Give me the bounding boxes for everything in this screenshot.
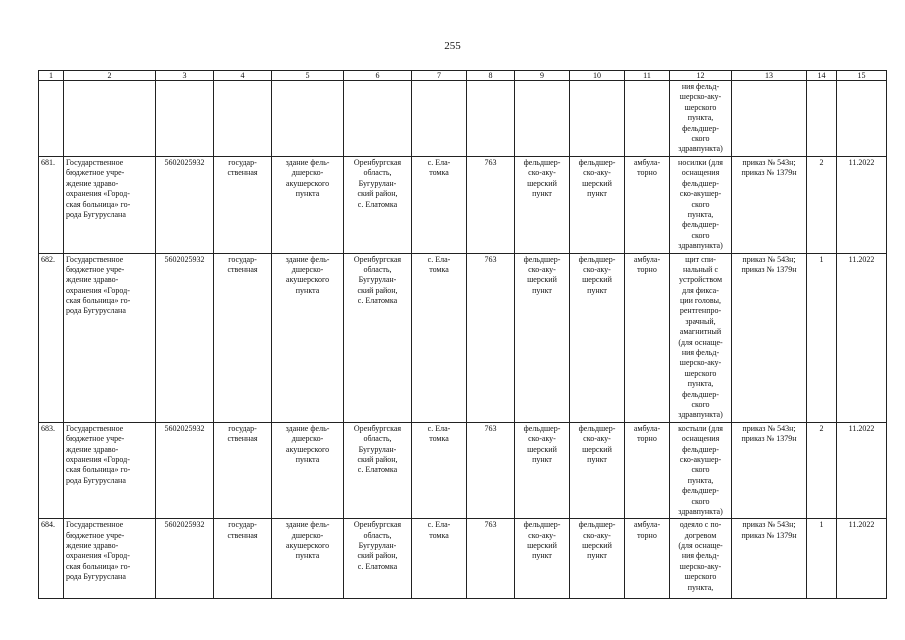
column-header: 3 [156,71,214,81]
column-header: 8 [467,71,515,81]
building-cell: здание фель- дшерско- акушерского пункта [272,253,344,422]
column-header: 10 [570,71,625,81]
facility-type-cell: фельдшер- ско-аку- шерский пункт [570,519,625,599]
equipment-cell: носилки (для оснащения фельдшер- ско-акушер- ского пункта, фельдшер- ского здравпункта) [670,157,732,254]
column-header: 9 [515,71,570,81]
address-cell: Оренбургская область, Бугурулан- ский район, с. Елатомка [344,519,412,599]
population-cell: 763 [467,253,515,422]
order-cell: приказ № 543н; приказ № 1379н [732,157,807,254]
table-cell [515,81,570,157]
inn-cell: 5602025932 [156,253,214,422]
ownership-cell: государ- ственная [214,157,272,254]
column-header: 7 [412,71,467,81]
row-number: 683. [39,422,64,519]
settlement-cell: с. Ела- томка [412,253,467,422]
settlement-cell: с. Ела- томка [412,519,467,599]
facility-type-cell: фельдшер- ско-аку- шерский пункт [515,253,570,422]
column-header: 11 [625,71,670,81]
organization-cell: Государственное бюджетное учре- ждение здраво- охранения «Город- ская больница» го- рода Бугуруслана [64,157,156,254]
table-cell [837,81,887,157]
date-cell: 11.2022 [837,422,887,519]
inn-cell: 5602025932 [156,519,214,599]
column-header: 5 [272,71,344,81]
ownership-cell: государ- ственная [214,253,272,422]
order-cell: приказ № 543н; приказ № 1379н [732,422,807,519]
column-header: 12 [670,71,732,81]
table-cell [467,81,515,157]
building-cell: здание фель- дшерско- акушерского пункта [272,519,344,599]
population-cell: 763 [467,422,515,519]
row-number: 681. [39,157,64,254]
equipment-cell: одеяло с по- догревом (для оснаще- ния фельд- шерско-аку- шерского пункта, [670,519,732,599]
quantity-cell: 1 [807,253,837,422]
table-cell [39,81,64,157]
column-header: 4 [214,71,272,81]
address-cell: Оренбургская область, Бугурулан- ский район, с. Елатомка [344,157,412,254]
table-cell [156,81,214,157]
settlement-cell: с. Ела- томка [412,157,467,254]
column-header: 2 [64,71,156,81]
column-header: 13 [732,71,807,81]
address-cell: Оренбургская область, Бугурулан- ский район, с. Елатомка [344,253,412,422]
table-row [39,422,887,519]
equipment-table [38,70,887,599]
column-header: 15 [837,71,887,81]
table-cell [214,81,272,157]
ownership-cell: государ- ственная [214,519,272,599]
table-cell [625,81,670,157]
address-cell: Оренбургская область, Бугурулан- ский район, с. Елатомка [344,422,412,519]
column-header: 1 [39,71,64,81]
facility-type-cell: фельдшер- ско-аку- шерский пункт [570,422,625,519]
settlement-cell: с. Ела- томка [412,422,467,519]
order-cell: приказ № 543н; приказ № 1379н [732,253,807,422]
inn-cell: 5602025932 [156,422,214,519]
care-mode-cell: амбула- торно [625,253,670,422]
facility-type-cell: фельдшер- ско-аку- шерский пункт [515,519,570,599]
ownership-cell: государ- ственная [214,422,272,519]
population-cell: 763 [467,157,515,254]
building-cell: здание фель- дшерско- акушерского пункта [272,422,344,519]
equipment-cell: щит спи- нальный с устройством для фикса- ции головы, рентгенпро- зрачный, амагнитный (для оснаще- ния фельд- шерско-аку- шерского пункта, фельдшер- ского здравпункта) [670,253,732,422]
organization-cell: Государственное бюджетное учре- ждение здраво- охранения «Город- ская больница» го- рода Бугуруслана [64,422,156,519]
quantity-cell: 1 [807,519,837,599]
table-row [39,157,887,254]
column-header: 6 [344,71,412,81]
row-number: 684. [39,519,64,599]
equipment-cell: костыли (для оснащения фельдшер- ско-акушер- ского пункта, фельдшер- ского здравпункта) [670,422,732,519]
quantity-cell: 2 [807,422,837,519]
continuation-row [39,81,887,157]
date-cell: 11.2022 [837,253,887,422]
facility-type-cell: фельдшер- ско-аку- шерский пункт [570,253,625,422]
table-cell [570,81,625,157]
organization-cell: Государственное бюджетное учре- ждение здраво- охранения «Город- ская больница» го- рода Бугуруслана [64,253,156,422]
column-header: 14 [807,71,837,81]
facility-type-cell: фельдшер- ско-аку- шерский пункт [515,157,570,254]
order-cell: приказ № 543н; приказ № 1379н [732,519,807,599]
table-row [39,519,887,599]
equipment-cell: ния фельд- шерско-аку- шерского пункта, фельдшер- ского здравпункта) [670,81,732,157]
date-cell: 11.2022 [837,519,887,599]
table-cell [807,81,837,157]
date-cell: 11.2022 [837,157,887,254]
organization-cell: Государственное бюджетное учре- ждение здраво- охранения «Город- ская больница» го- рода Бугуруслана [64,519,156,599]
table-cell [344,81,412,157]
page-number: 255 [444,40,461,52]
table-cell [412,81,467,157]
care-mode-cell: амбула- торно [625,422,670,519]
building-cell: здание фель- дшерско- акушерского пункта [272,157,344,254]
table-row [39,253,887,422]
table-cell [272,81,344,157]
inn-cell: 5602025932 [156,157,214,254]
facility-type-cell: фельдшер- ско-аку- шерский пункт [570,157,625,254]
facility-type-cell: фельдшер- ско-аку- шерский пункт [515,422,570,519]
care-mode-cell: амбула- торно [625,157,670,254]
population-cell: 763 [467,519,515,599]
table-cell [64,81,156,157]
row-number: 682. [39,253,64,422]
care-mode-cell: амбула- торно [625,519,670,599]
quantity-cell: 2 [807,157,837,254]
table-cell [732,81,807,157]
column-number-row [39,71,887,81]
